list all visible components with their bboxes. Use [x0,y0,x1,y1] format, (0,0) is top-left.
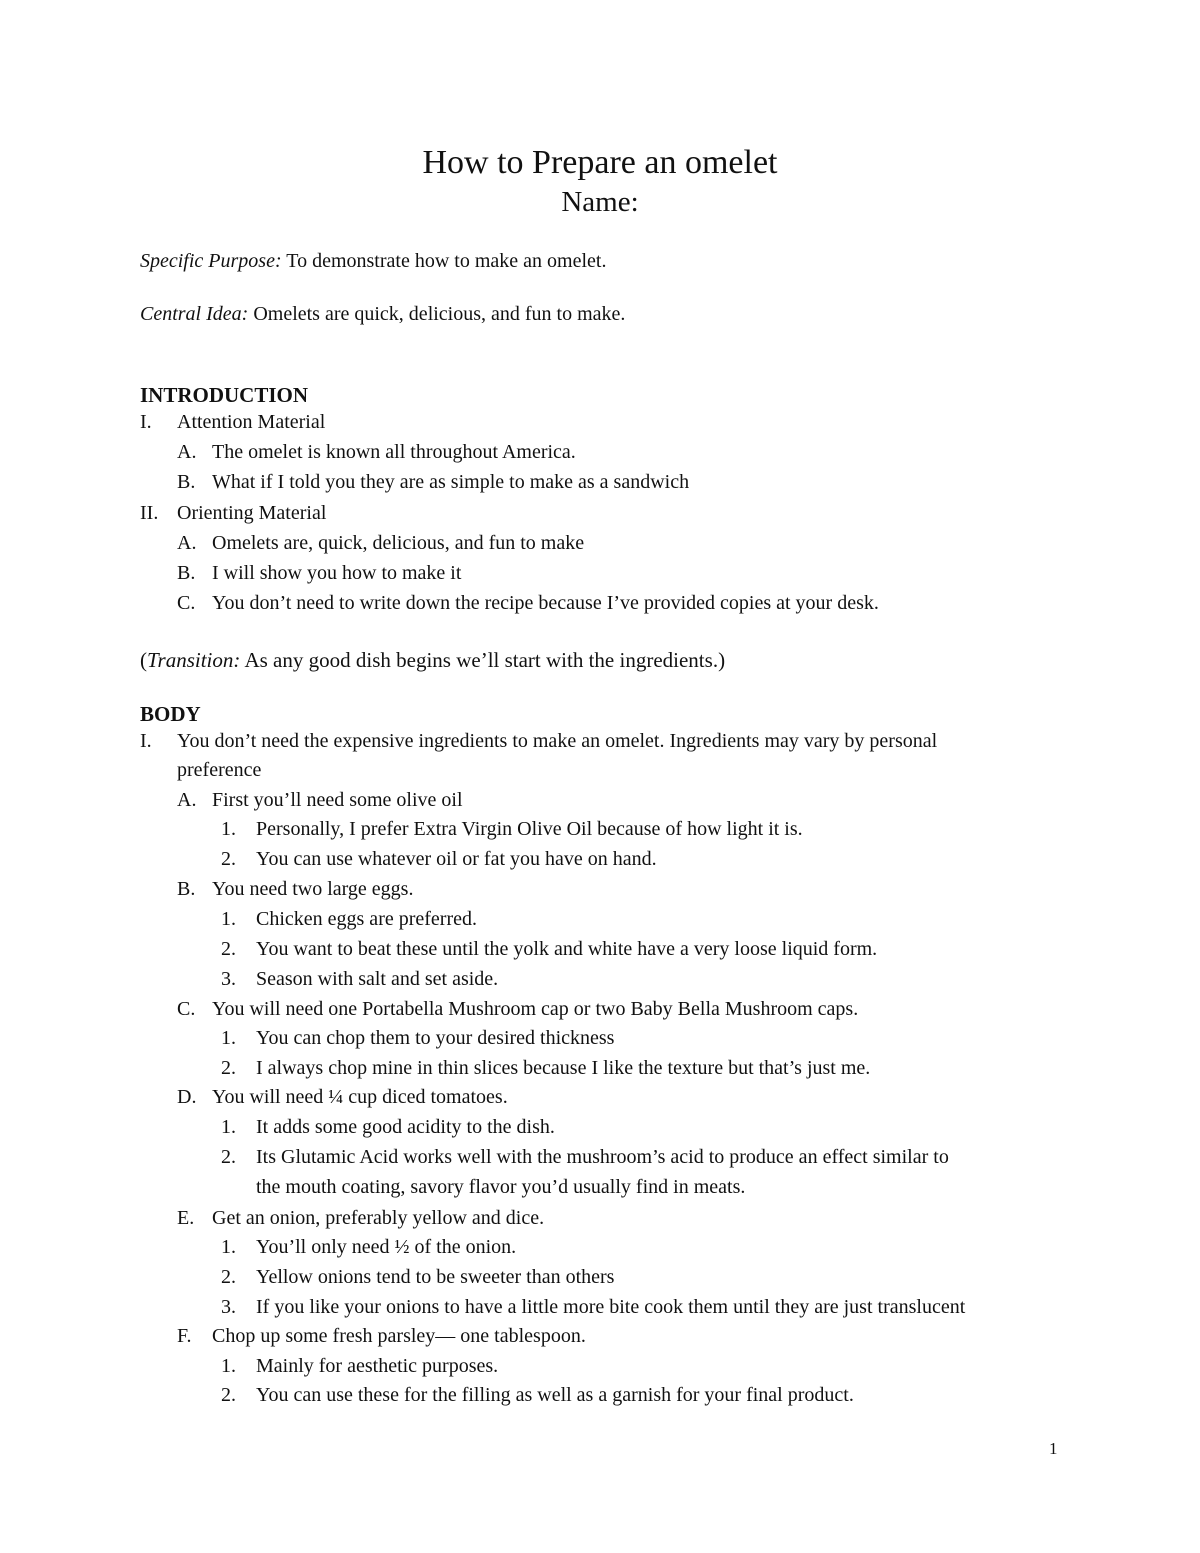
body-d-text: You will need ¼ cup diced tomatoes. [212,1086,508,1108]
transition-text: As any good dish begins we’ll start with the ingredients.) [240,648,726,672]
body-b-text: You need two large eggs. [212,878,414,900]
body-d2-text-line-2: the mouth coating, savory flavor you’d usually find in meats. [256,1176,746,1198]
body-b2-text: You want to beat these until the yolk and white have a very loose liquid form. [256,938,878,960]
intro-ii-c-text: You don’t need to write down the recipe because I’ve provided copies at your desk. [212,592,879,614]
body-e2-text: Yellow onions tend to be sweeter than others [256,1266,615,1288]
specific-purpose [140,251,606,271]
specific-purpose-text: To demonstrate how to make an omelet. [281,250,607,272]
body-i-marker: I. [140,730,152,752]
intro-i-text: Attention Material [177,411,326,433]
intro-ii-a-marker: A. [177,532,197,554]
central-idea-label: Central Idea: [140,303,249,325]
body-f1-text: Mainly for aesthetic purposes. [256,1355,499,1377]
specific-purpose-label: Specific Purpose: [140,250,282,272]
body-b-marker: B. [177,878,196,900]
transition-label: Transition: [147,648,241,672]
body-e3-text: If you like your onions to have a little more bite cook them until they are just translucent [256,1296,966,1318]
body-f1-marker: 1. [221,1355,236,1377]
body-c1-text: You can chop them to your desired thickness [256,1027,615,1049]
body-c2-marker: 2. [221,1057,236,1079]
body-d1-text: It adds some good acidity to the dish. [256,1116,555,1138]
body-f2-text: You can use these for the filling as well as a garnish for your final product. [256,1384,854,1406]
intro-ii-marker: II. [140,502,159,524]
intro-ii-b-marker: B. [177,562,196,584]
body-a-marker: A. [177,789,197,811]
body-a1-marker: 1. [221,818,236,840]
introduction-heading: INTRODUCTION [140,383,309,407]
body-heading: BODY [140,702,201,726]
body-e2-marker: 2. [221,1266,236,1288]
name-label: Name: [561,186,639,218]
central-idea [140,304,625,324]
body-d-marker: D. [177,1086,197,1108]
intro-i-b-text: What if I told you they are as simple to make as a sandwich [212,471,690,493]
body-c-marker: C. [177,998,196,1020]
body-b1-marker: 1. [221,908,236,930]
body-f-marker: F. [177,1325,192,1347]
body-b2-marker: 2. [221,938,236,960]
body-c1-marker: 1. [221,1027,236,1049]
body-a2-text: You can use whatever oil or fat you have on hand. [256,848,657,870]
body-d1-marker: 1. [221,1116,236,1138]
intro-ii-c-marker: C. [177,592,196,614]
body-e-marker: E. [177,1207,195,1229]
body-d2-marker: 2. [221,1146,236,1168]
body-d2-text-line-1: Its Glutamic Acid works well with the mushroom’s acid to produce an effect similar to [256,1146,949,1168]
body-e1-marker: 1. [221,1236,236,1258]
body-b1-text: Chicken eggs are preferred. [256,908,477,930]
central-idea-text: Omelets are quick, delicious, and fun to make. [248,303,626,325]
body-i-text-line-1: You don’t need the expensive ingredients to make an omelet. Ingredients may vary by personal [177,730,938,752]
body-b3-text: Season with salt and set aside. [256,968,499,990]
body-e-text: Get an onion, preferably yellow and dice. [212,1207,545,1229]
body-f-text: Chop up some fresh parsley— one tablespoon. [212,1325,586,1347]
body-a-text: First you’ll need some olive oil [212,789,463,811]
body-a1-text: Personally, I prefer Extra Virgin Olive Oil because of how light it is. [256,818,803,840]
transition-open: ( [140,648,147,672]
body-b3-marker: 3. [221,968,236,990]
body-e3-marker: 3. [221,1296,236,1318]
intro-i-a-text: The omelet is known all throughout America. [212,441,576,463]
intro-ii-b-text: I will show you how to make it [212,562,462,584]
body-i-text-line-2: preference [177,759,262,781]
transition [140,650,725,671]
intro-ii-a-text: Omelets are, quick, delicious, and fun to make [212,532,585,554]
body-e1-text: You’ll only need ½ of the onion. [256,1236,517,1258]
page-number: 1 [1049,1439,1058,1458]
intro-ii-text: Orienting Material [177,502,327,524]
body-f2-marker: 2. [221,1384,236,1406]
page-title: How to Prepare an omelet [422,144,778,181]
body-a2-marker: 2. [221,848,236,870]
body-c-text: You will need one Portabella Mushroom cap or two Baby Bella Mushroom caps. [212,998,859,1020]
intro-i-b-marker: B. [177,471,196,493]
intro-i-marker: I. [140,411,152,433]
body-c2-text: I always chop mine in thin slices because I like the texture but that’s just me. [256,1057,871,1079]
intro-i-a-marker: A. [177,441,197,463]
